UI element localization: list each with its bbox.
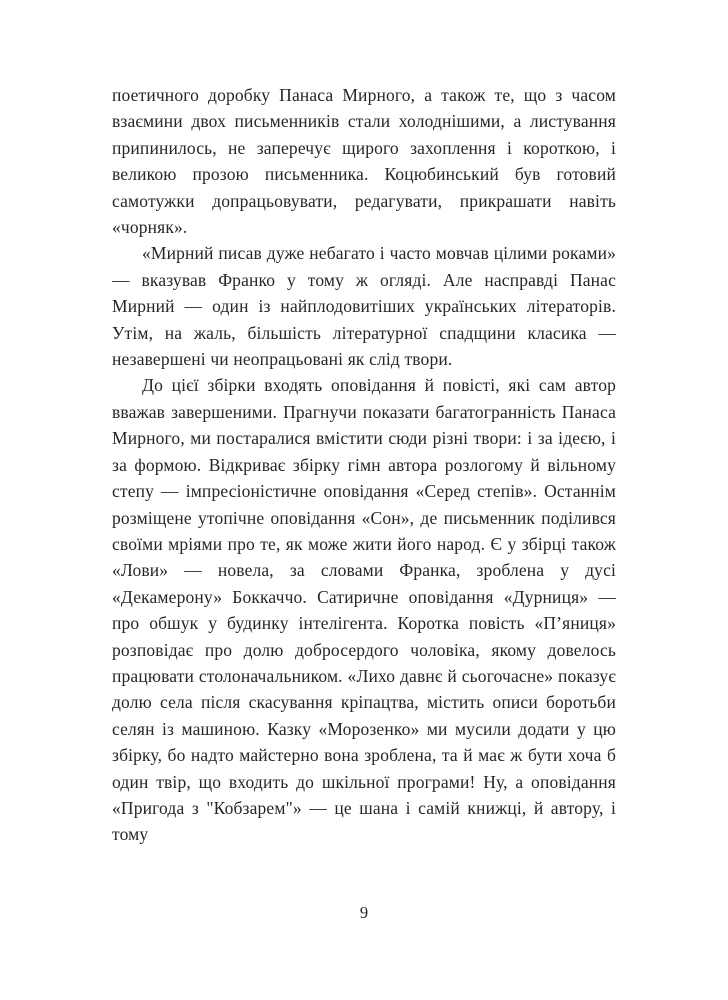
paragraph: «Мирний писав дуже небагато і часто мовчав цілими роками» — вказував Франко у тому ж огляді. Але насправді Панас Мирний — один із найплодовитіших українських літераторів. Утім, на жаль, більшість літературної спадщини класика — незавершені чи неопрацьовані як слід твори. [112, 243, 616, 370]
text-block [112, 82, 616, 848]
paragraph: До цієї збірки входять оповідання й повісті, які сам автор вважав завершеними. Прагнучи показати багатогранність Панаса Мирного, ми постаралися вмістити сюди різні твори: і за ідеєю, і за формою. Відкриває збірку гімн автора розлогому й вільному степу — імпресіоністичне оповідання «Серед степів». Останнім розміщене утопічне оповідання «Сон», де письменник поділився своїми мріями про те, як може жити його народ. Є у збірці також «Лови» — новела, за словами Франка, зроблена у дусі «Декамерону» Боккаччо. Сатиричне оповідання «Дурниця» — про обшук у будинку інтелігента. Коротка повість «П’яниця» розповідає про долю добросердого чоловіка, якому довелось працювати столоначальником. «Лихо давнє й сьогочасне» показує долю села після скасування кріпацтва, містить описи боротьби селян із машиною. Казку «Морозенко» ми мусили додати у цю збірку, бо надто майстерно вона зроблена, та й має ж бути хоча б один твір, що входить до шкільної програми! Ну, а оповідання «Пригода з "Кобзарем"» — це шана і самій книжці, й автору, і тому [112, 375, 616, 845]
paragraph-continuation: поетичного доробку Панаса Мирного, а також те, що з часом взаємини двох письменників стали холоднішими, а листування припинилось, не заперечує щирого захоплення і короткою, і великою прозою письменника. Коцюбинський був готовий самотужки допрацьовувати, редагувати, прикрашати навіть «чорняк». [112, 85, 616, 238]
page-number: 9 [359, 903, 369, 922]
